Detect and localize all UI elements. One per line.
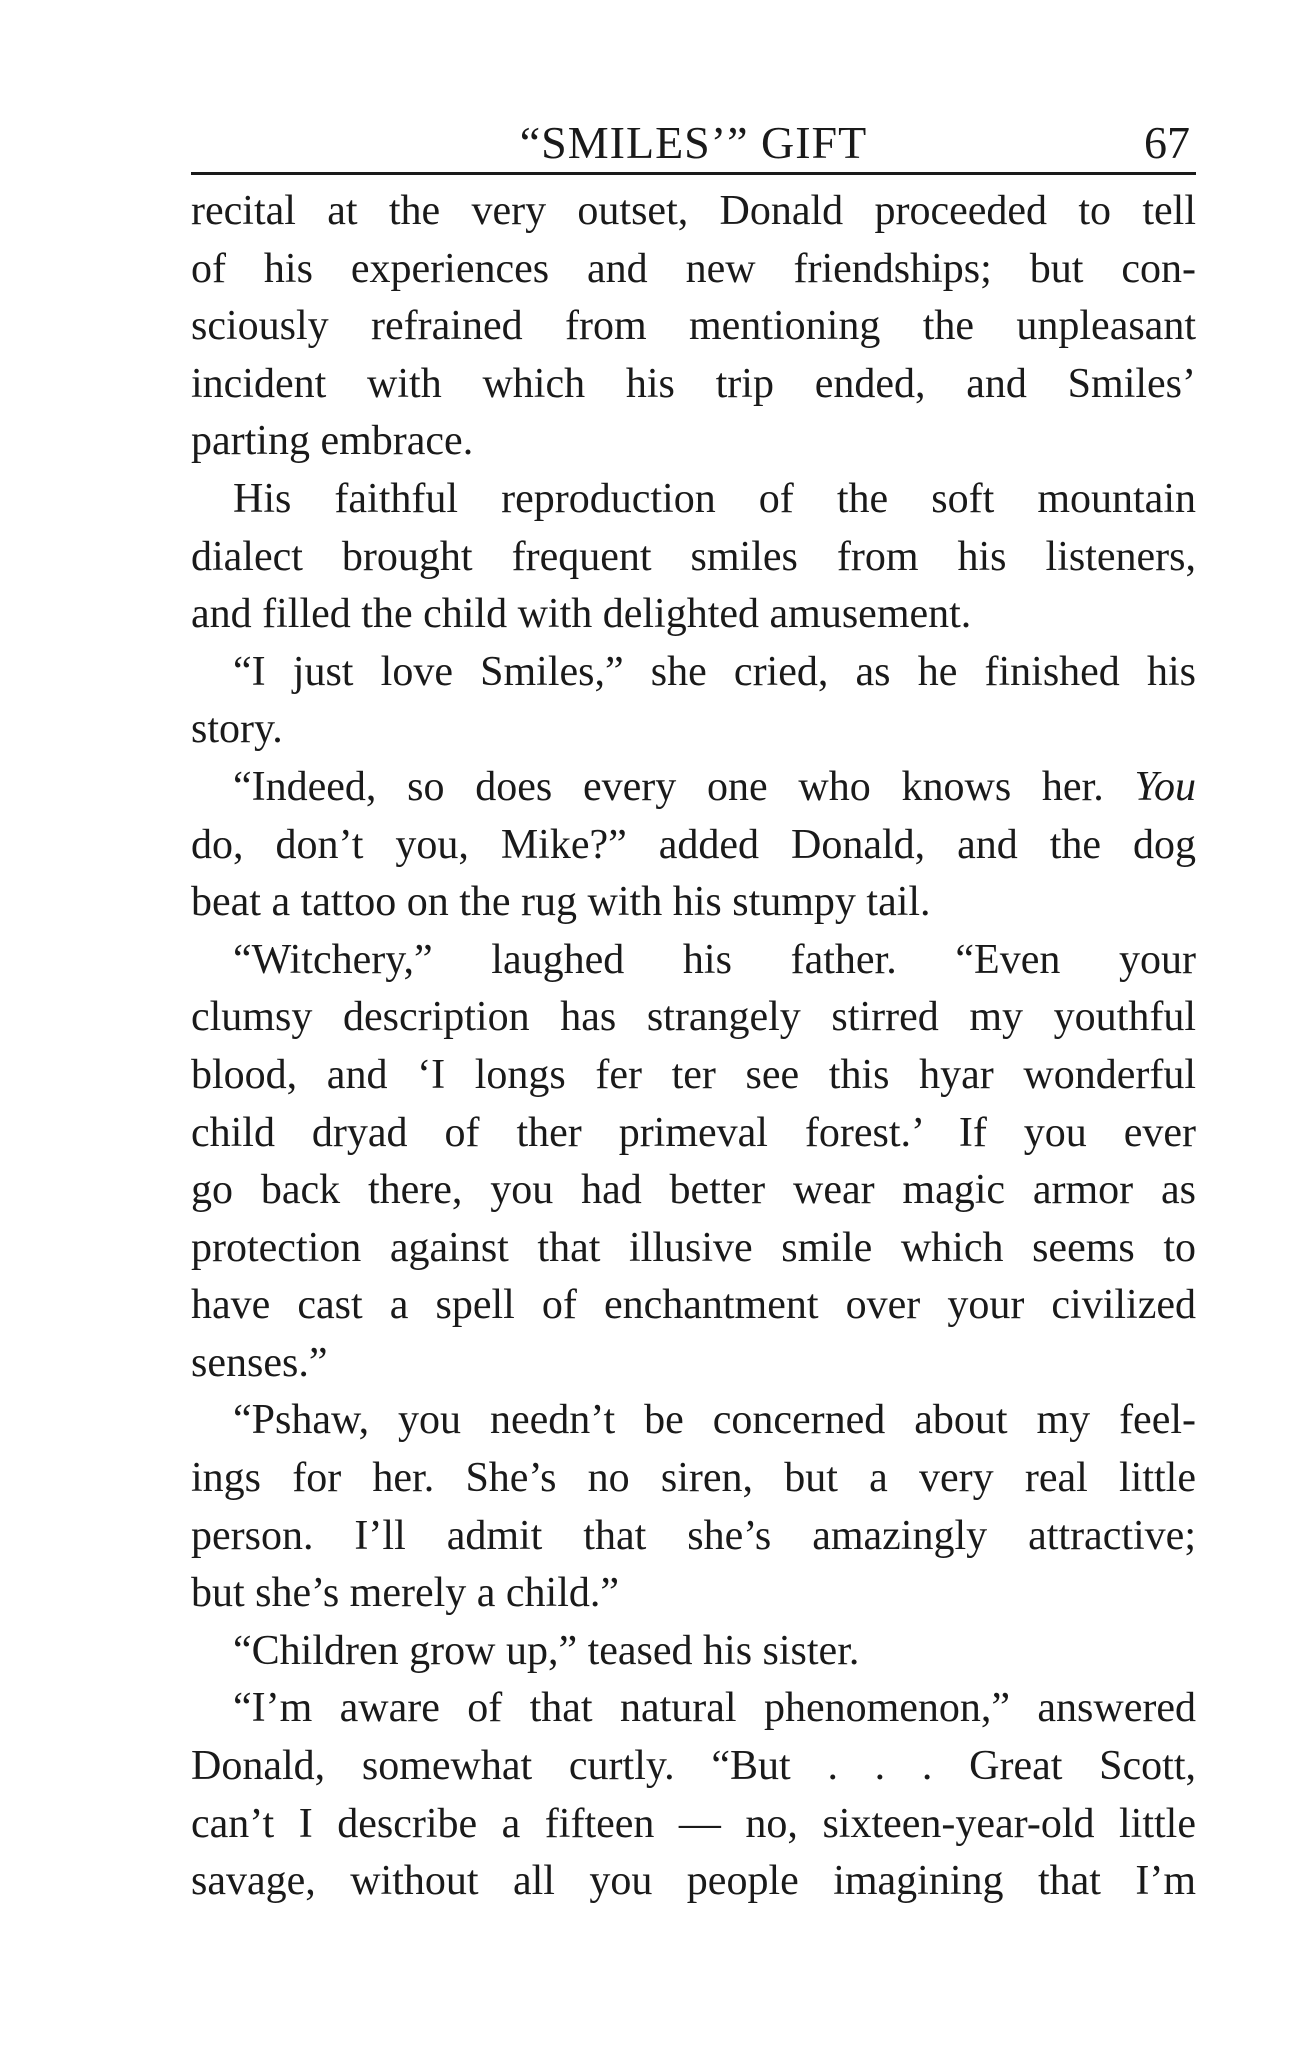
paragraph xyxy=(191,644,1196,759)
text-line xyxy=(191,759,1196,817)
text-line: parting embrace. xyxy=(191,418,474,465)
body-text xyxy=(191,183,1196,1911)
text-line: dialect brought frequent smiles from his listeners, xyxy=(191,533,1196,580)
text-line: “I just love Smiles,” she cried, as he finished his xyxy=(233,648,1196,695)
text-line: His faithful reproduction of the soft mountain xyxy=(233,475,1196,522)
text-segment: beat a tattoo on the rug with his stumpy tail. xyxy=(191,879,931,926)
text-line: clumsy description has strangely stirred my youthful xyxy=(191,994,1196,1041)
text-line: sciously refrained from mentioning the unpleasant xyxy=(191,303,1196,350)
paragraph xyxy=(191,183,1196,471)
paragraph xyxy=(191,1392,1196,1622)
page-number: 67 xyxy=(1144,117,1190,168)
text-line: “Pshaw, you needn’t be concerned about my feel- xyxy=(233,1397,1196,1444)
paragraph xyxy=(191,759,1196,932)
running-title: “SMILES’” GIFT xyxy=(519,117,868,168)
text-segment: “Indeed, so does every one who knows her. xyxy=(233,763,1135,810)
paragraph xyxy=(191,471,1196,644)
text-line: can’t I describe a fifteen — no, sixteen-year-old little xyxy=(191,1800,1196,1847)
text-line: person. I’ll admit that she’s amazingly attractive; xyxy=(191,1512,1196,1559)
running-head xyxy=(191,110,1196,175)
text-line: go back there, you had better wear magic armor as xyxy=(191,1167,1196,1214)
book-page xyxy=(191,110,1196,1911)
text-line xyxy=(191,817,1196,875)
text-line: child dryad of ther primeval forest.’ If you ever xyxy=(191,1109,1196,1156)
text-line: incident with which his trip ended, and Smiles’ xyxy=(191,360,1196,407)
text-line: but she’s merely a child.” xyxy=(191,1570,620,1617)
text-line: protection against that illusive smile which seems to xyxy=(191,1224,1196,1271)
text-line: “I’m aware of that natural phenomenon,” answered xyxy=(233,1685,1196,1732)
text-line: of his experiences and new friendships; but con- xyxy=(191,245,1196,292)
text-line: have cast a spell of enchantment over your civilized xyxy=(191,1282,1196,1329)
text-line: story. xyxy=(191,706,283,753)
text-line: “Witchery,” laughed his father. “Even your xyxy=(233,936,1196,983)
text-line: ings for her. She’s no siren, but a very real little xyxy=(191,1455,1196,1502)
paragraph xyxy=(191,1623,1196,1681)
text-line: Donald, somewhat curtly. “But . . . Great Scott, xyxy=(191,1743,1196,1790)
text-line: “Children grow up,” teased his sister. xyxy=(233,1627,860,1674)
text-line xyxy=(191,874,1196,932)
italic-text: You xyxy=(1134,763,1196,810)
text-line: and filled the child with delighted amusement. xyxy=(191,591,972,638)
paragraph xyxy=(191,932,1196,1393)
text-line: blood, and ‘I longs fer ter see this hyar wonderful xyxy=(191,1051,1196,1098)
text-line: savage, without all you people imagining that I’m xyxy=(191,1858,1196,1905)
text-line: senses.” xyxy=(191,1339,328,1386)
text-line: recital at the very outset, Donald proceeded to tell xyxy=(191,188,1196,234)
text-segment: do, don’t you, Mike?” added Donald, and the dog xyxy=(191,821,1196,868)
paragraph xyxy=(191,1680,1196,1910)
